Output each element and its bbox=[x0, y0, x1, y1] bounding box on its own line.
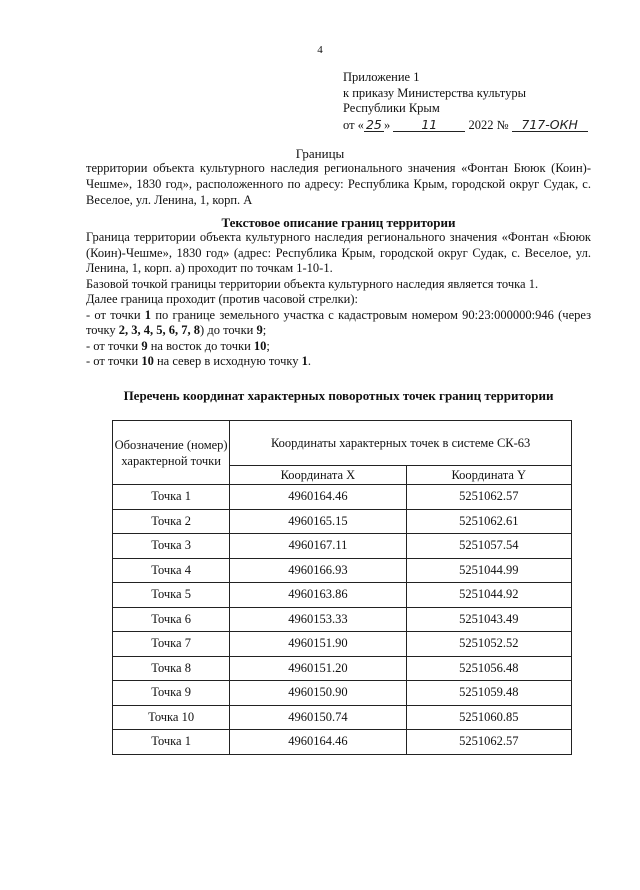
table-row bbox=[113, 730, 572, 755]
annex-header bbox=[343, 70, 588, 133]
segment-3 bbox=[86, 354, 591, 370]
point-cell: Точка 2 bbox=[113, 509, 230, 534]
header-x: Координата X bbox=[230, 466, 406, 485]
table-title: Перечень координат характерных поворотных точек границ территории bbox=[123, 388, 554, 403]
description-paragraph-1: Граница территории объекта культурного наследия регионального значения «Фонтан «Бююк (Коин)-Чешме», 1830 год» (адрес: Республика Крым, городской округ Судак, с. Веселое, ул. Ленина, 1, корп. а) проходит по точкам 1-10-1. bbox=[86, 230, 591, 275]
segment-point: 9 bbox=[141, 338, 148, 353]
segment-text: - от точки bbox=[86, 307, 145, 322]
segment-text: на восток до точки bbox=[147, 338, 254, 353]
table-row bbox=[113, 607, 572, 632]
y-cell: 5251044.92 bbox=[406, 583, 571, 608]
y-cell: 5251057.54 bbox=[406, 534, 571, 559]
point-cell: Точка 3 bbox=[113, 534, 230, 559]
segment-point: 9 bbox=[256, 323, 263, 337]
x-cell: 4960150.74 bbox=[230, 705, 406, 730]
segment-text: ) до точки bbox=[200, 323, 257, 337]
y-cell: 5251062.61 bbox=[406, 509, 571, 534]
segment-1 bbox=[86, 308, 591, 339]
x-cell: 4960153.33 bbox=[230, 607, 406, 632]
x-cell: 4960164.46 bbox=[230, 730, 406, 755]
description-paragraph-3: Далее граница проходит (против часовой стрелки): bbox=[86, 292, 358, 306]
segment-text: ; bbox=[266, 338, 270, 353]
document-title: Границы bbox=[295, 146, 345, 161]
segment-text: по границе земельного участка с кадастровым номером 90:23:000000:946 (через точку bbox=[86, 307, 592, 337]
annex-line-3: Республики Крым bbox=[343, 101, 440, 115]
document-intro: территории объекта культурного наследия регионального значения «Фонтан Бююк (Коин)-Чешме», 1830 год», расположенного по адресу: Республика Крым, городской округ Судак, с. Веселое, ул. Ленина, 1, корп. А bbox=[86, 161, 591, 207]
segment-text: - от точки bbox=[86, 354, 142, 368]
x-cell: 4960164.46 bbox=[230, 485, 406, 510]
annex-line-1: Приложение 1 bbox=[343, 70, 420, 84]
segment-point: 2, 3, 4, 5, 6, 7, 8 bbox=[118, 323, 201, 337]
point-cell: Точка 6 bbox=[113, 607, 230, 632]
y-cell: 5251062.57 bbox=[406, 485, 571, 510]
segment-text: на север в исходную точку bbox=[153, 354, 302, 368]
table-row bbox=[113, 583, 572, 608]
segment-point: 10 bbox=[141, 354, 154, 368]
table-row bbox=[113, 632, 572, 657]
date-mid: » bbox=[383, 117, 391, 132]
x-cell: 4960150.90 bbox=[230, 681, 406, 706]
coordinates-table bbox=[112, 420, 572, 755]
segment-text: ; bbox=[262, 323, 267, 337]
x-cell: 4960167.11 bbox=[230, 534, 406, 559]
y-cell: 5251056.48 bbox=[406, 656, 571, 681]
y-cell: 5251059.48 bbox=[406, 681, 571, 706]
page-number: 4 bbox=[317, 44, 323, 56]
description-heading: Текстовое описание границ территории bbox=[221, 215, 456, 230]
table-row bbox=[113, 705, 572, 730]
x-cell: 4960165.15 bbox=[230, 509, 406, 534]
table-row bbox=[113, 558, 572, 583]
point-cell: Точка 9 bbox=[113, 681, 230, 706]
segment-2 bbox=[86, 339, 591, 355]
segment-point: 1 bbox=[301, 354, 308, 368]
point-cell: Точка 8 bbox=[113, 656, 230, 681]
order-number: 717-ОКН bbox=[512, 117, 588, 132]
point-cell: Точка 4 bbox=[113, 558, 230, 583]
y-cell: 5251062.57 bbox=[406, 730, 571, 755]
segment-point: 1 bbox=[144, 307, 152, 322]
y-cell: 5251044.99 bbox=[406, 558, 571, 583]
point-cell: Точка 5 bbox=[113, 583, 230, 608]
header-coordinate-system: Координаты характерных точек в системе СК-63 bbox=[230, 421, 572, 466]
description-body bbox=[86, 230, 591, 370]
header-y: Координата Y bbox=[406, 466, 571, 485]
point-cell: Точка 1 bbox=[113, 730, 230, 755]
number-sign: № bbox=[496, 117, 509, 132]
annex-line-2: к приказу Министерства культуры bbox=[343, 85, 526, 100]
point-cell: Точка 10 bbox=[113, 705, 230, 730]
segment-point: 10 bbox=[253, 338, 267, 353]
x-cell: 4960151.90 bbox=[230, 632, 406, 657]
header-designation: Обозначение (номер) характерной точки bbox=[113, 421, 230, 485]
segment-text: - от точки bbox=[86, 338, 142, 353]
date-month: 11 bbox=[393, 117, 465, 132]
point-cell: Точка 1 bbox=[113, 485, 230, 510]
description-paragraph-2: Базовой точкой границы территории объекта культурного наследия является точка 1. bbox=[86, 276, 539, 291]
x-cell: 4960151.20 bbox=[230, 656, 406, 681]
table-row bbox=[113, 509, 572, 534]
annex-date-line bbox=[343, 117, 588, 134]
segment-text: . bbox=[307, 354, 312, 368]
y-cell: 5251043.49 bbox=[406, 607, 571, 632]
table-row bbox=[113, 681, 572, 706]
table-row bbox=[113, 485, 572, 510]
table-row bbox=[113, 534, 572, 559]
date-year: 2022 bbox=[468, 117, 494, 132]
y-cell: 5251060.85 bbox=[406, 705, 571, 730]
y-cell: 5251052.52 bbox=[406, 632, 571, 657]
date-day: 25 bbox=[364, 117, 384, 132]
x-cell: 4960163.86 bbox=[230, 583, 406, 608]
table-row bbox=[113, 656, 572, 681]
x-cell: 4960166.93 bbox=[230, 558, 406, 583]
point-cell: Точка 7 bbox=[113, 632, 230, 657]
date-prefix: от « bbox=[343, 117, 364, 132]
